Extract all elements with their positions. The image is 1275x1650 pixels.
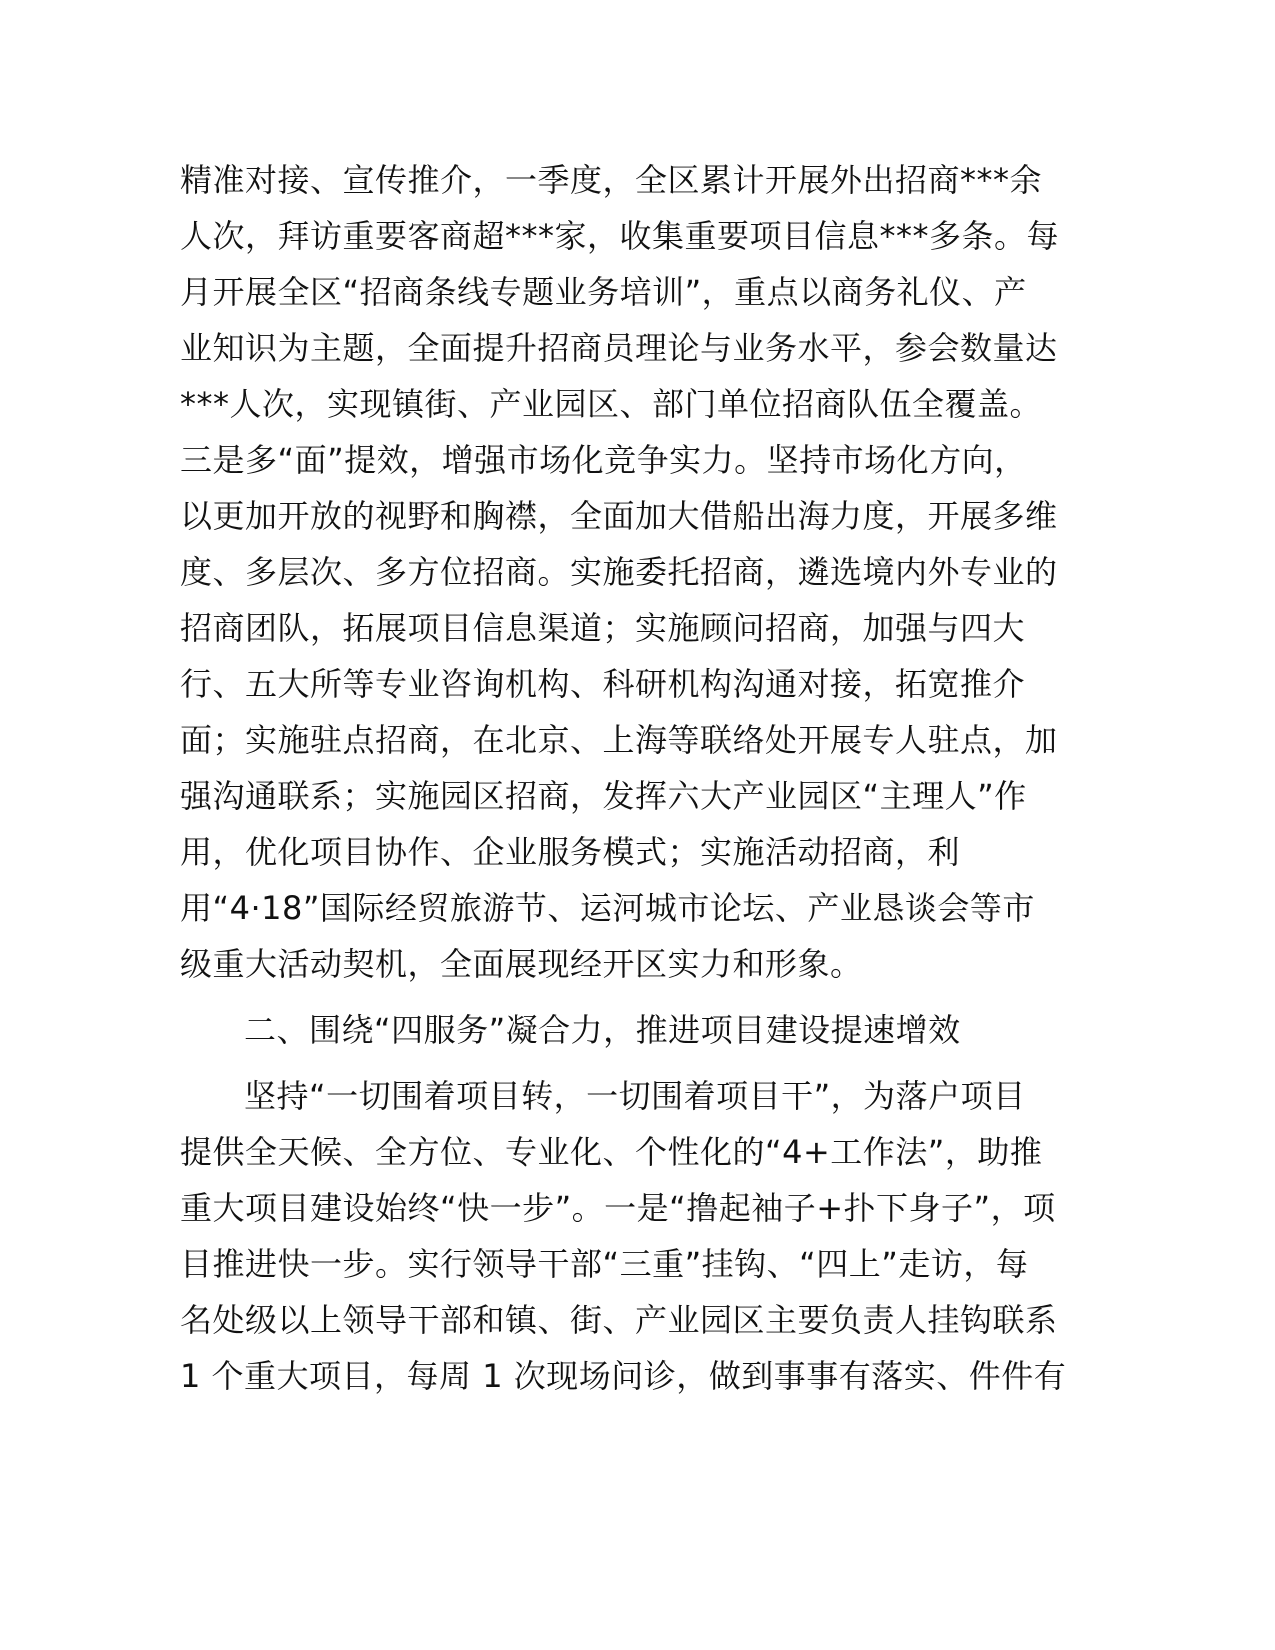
- document-body: [180, 152, 1067, 1404]
- body-line: 名处级以上领导干部和镇、街、产业园区主要负责人挂钩联系: [180, 1301, 1058, 1339]
- body-line: 级重大活动契机，全面展现经开区实力和形象。: [180, 945, 863, 983]
- body-line: 三是多“面”提效，增强市场化竞争实力。坚持市场化方向，: [180, 441, 1027, 479]
- body-line: 行、五大所等专业咨询机构、科研机构沟通对接，拓宽推介: [180, 665, 1026, 703]
- body-line: 提供全天候、全方位、专业化、个性化的“4+工作法”，助推: [180, 1133, 1043, 1171]
- body-line: 1 个重大项目，每周 1 次现场问诊，做到事事有落实、件件有: [180, 1357, 1067, 1395]
- body-line: 面；实施驻点招商，在北京、上海等联络处开展专人驻点，加: [180, 721, 1058, 759]
- body-line: 业知识为主题，全面提升招商员理论与业务水平，参会数量达: [180, 329, 1058, 367]
- body-line: 强沟通联系；实施园区招商，发挥六大产业园区“主理人”作: [180, 777, 1027, 815]
- body-line: 重大项目建设始终“快一步”。一是“撸起袖子+扑下身子”，项: [180, 1189, 1056, 1227]
- body-line: 坚持“一切围着项目转，一切围着项目干”，为落户项目: [244, 1077, 1026, 1115]
- section-heading: 二、围绕“四服务”凝合力，推进项目建设提速增效: [244, 1011, 961, 1049]
- body-line: 用，优化项目协作、企业服务模式；实施活动招商，利: [180, 833, 961, 871]
- body-line: ***人次，实现镇街、产业园区、部门单位招商队伍全覆盖。: [180, 385, 1043, 423]
- body-line: 目推进快一步。实行领导干部“三重”挂钩、“四上”走访，每: [180, 1245, 1029, 1283]
- body-line: 月开展全区“招商条线专题业务培训”，重点以商务礼仪、产: [180, 273, 1027, 311]
- body-line: 招商团队，拓展项目信息渠道；实施顾问招商，加强与四大: [180, 609, 1026, 647]
- body-line: 人次，拜访重要客商超***家，收集重要项目信息***多条。每: [180, 217, 1060, 255]
- body-line: 以更加开放的视野和胸襟，全面加大借船出海力度，开展多维: [180, 497, 1058, 535]
- body-line: 度、多层次、多方位招商。实施委托招商，遴选境内外专业的: [180, 553, 1058, 591]
- body-line: 精准对接、宣传推介，一季度，全区累计开展外出招商***余: [180, 161, 1043, 199]
- body-line: 用“4·18”国际经贸旅游节、运河城市论坛、产业恳谈会等市: [180, 889, 1035, 927]
